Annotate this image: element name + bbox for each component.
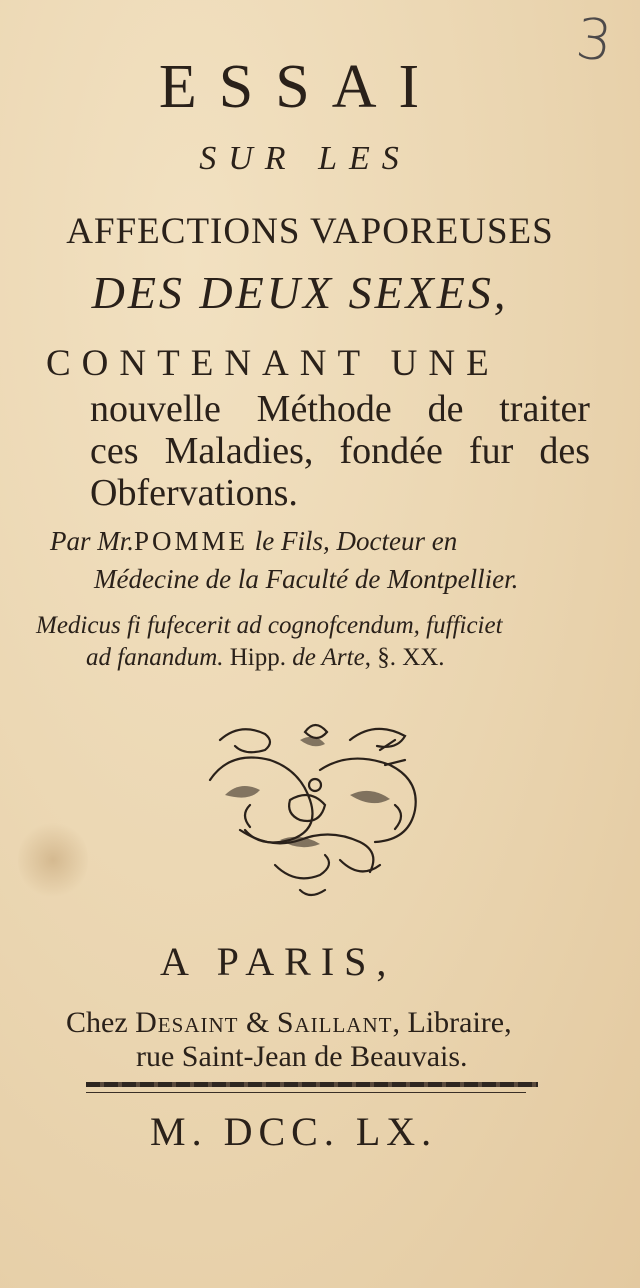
- subtitle-deux-sexes: DES DEUX SEXES,: [91, 267, 509, 318]
- subtitle-contenant: CONTENANT UNE: [46, 343, 500, 384]
- page-number: 3: [572, 6, 616, 75]
- imprint-date: M. DCC. LX.: [150, 1109, 438, 1154]
- ornamental-vignette: [180, 710, 450, 910]
- thin-rule: [86, 1092, 526, 1093]
- subtitle-affections: AFFECTIONS VAPOREUSES: [66, 211, 554, 252]
- imprint-block: [66, 1006, 626, 1074]
- subtitle-sur-les: SUR LES: [199, 140, 411, 177]
- title-essai: ESSAI: [158, 53, 442, 121]
- author-line-1: Par Mr.POMME le Fils, Docteur en: [50, 526, 458, 556]
- author-line-2: Médecine de la Faculté de Montpellier.: [94, 564, 519, 594]
- description-line-2: ces Maladies, fondée fur des: [90, 430, 590, 472]
- printer-desaint: Desaint: [135, 1006, 239, 1039]
- author-block: [50, 522, 610, 598]
- epigraph: [36, 610, 616, 674]
- epigraph-line-2: ad fanandum. Hipp. de Arte, §. XX.: [86, 644, 445, 671]
- epigraph-line-1: Medicus fi fufecerit ad cognofcendum, fufficiet: [36, 612, 503, 639]
- imprint-city: A PARIS,: [160, 939, 397, 984]
- ornamental-rule: [86, 1082, 538, 1087]
- imprint-line-1: Chez Desaint & Saillant, Libraire,: [66, 1006, 512, 1039]
- foxing-stain: [18, 820, 88, 900]
- description-block: [90, 388, 590, 514]
- imprint-address: rue Saint-Jean de Beauvais.: [136, 1040, 468, 1073]
- description-line-1: nouvelle Méthode de traiter: [90, 388, 590, 430]
- printer-saillant: Saillant: [276, 1006, 393, 1039]
- description-line-3: Obfervations.: [90, 472, 298, 514]
- author-name: POMME: [134, 526, 249, 556]
